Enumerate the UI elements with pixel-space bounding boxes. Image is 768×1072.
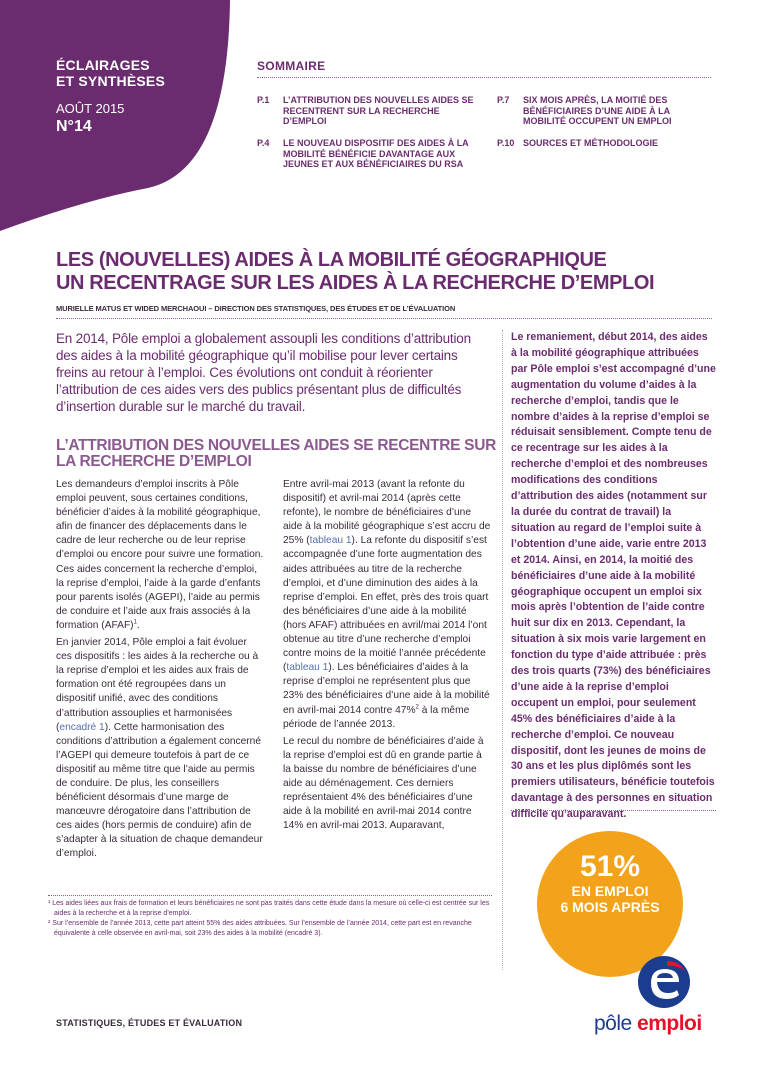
paragraph: En janvier 2014, Pôle emploi a fait évoluer ces dispositifs : les aides à la recherche ou à la reprise d’emploi et les aides aux frais de formation ont été regroupées dans un dispositif unifié, avec des conditions d’attribution assouplies et harmonisées (encadré 1). Cette harmonisation des conditions d’attribution a également concerné l’AGEPI qui demeure toutefois à part de ce dispositif au même titre que l’aide au permis de conduire. De plus, les conseillers bénéficient désormais d’une marge de manœuvre dérogatoire dans l’attribution de ces aides (hors permis de conduire) afin de s’adapter à la situation de chaque demandeur d’emploi. <box>56 637 263 860</box>
article-title-line1: LES (NOUVELLES) AIDES À LA MOBILITÉ GÉOGRAPHIQUE <box>56 249 607 271</box>
toc-label: SOURCES ET MÉTHODOLOGIE <box>523 138 659 148</box>
column-divider <box>502 330 503 970</box>
toc-page: P.1 <box>257 95 270 105</box>
toc-label: LE NOUVEAU DISPOSITIF DES AIDES À LA MOBILITÉ BÉNÉFICIE DAVANTAGE AUX JEUNES ET AUX BÉNÉFICIAIRES DU RSA <box>283 138 469 169</box>
article-authors: MURIELLE MATUS ET WIDED MERCHAOUI – DIRECTION DES STATISTIQUES, DES ÉTUDES ET DE L’ÉVALUATION <box>56 304 456 313</box>
body-column-1 <box>56 478 264 865</box>
body-column-2 <box>283 478 491 836</box>
summary-divider <box>511 810 716 811</box>
toc-page: P.7 <box>497 95 510 105</box>
pole-emploi-logo[interactable] <box>594 955 726 1045</box>
footnote: ² Sur l’ensemble de l’année 2013, cette part atteint 55% des aides attribuées. Sur l’ensemble de l’année 2014, cette part est en revanche équivalente à celle observée en avril-mai, soit 23% des aides à la mobilité (encadré 3). <box>48 920 472 937</box>
logo-wordmark <box>594 1012 702 1036</box>
logo-word-pole: pôle <box>594 1012 632 1035</box>
key-figure-label-line1: EN EMPLOI <box>571 883 649 899</box>
paragraph: Entre avril-mai 2013 (avant la refonte du dispositif) et avril-mai 2014 (après cette refonte), le nombre de bénéficiaires d’une aide à la mobilité géographique s’est accru de 25% (tableau 1). La refonte du dispositif s’est accompagnée d’une forte augmentation des aides attribuées au titre de la recherche d’emploi, et d’une diminution des aides à la reprise d’emploi. En effet, près des trois quart des bénéficiaires d’une aide à la mobilité (hors AFAF) attribuées en avril/mai 2014 l’ont obtenue au titre d’une recherche d’emploi contre moins de la moitié l’année précédente (tableau 1). Les bénéficiaires d’aides à la reprise d’emploi ne représentent plus que 23% des bénéficiaires d’une aide à la mobilité en avril-mai 2014 contre 47%$^2$ à la même période de l’année 2013. <box>283 479 491 730</box>
section-title: L’ATTRIBUTION DES NOUVELLES AIDES SE RECENTRE SUR LA RECHERCHE D’EMPLOI <box>56 437 497 470</box>
box-reference-link[interactable]: encadré 1 <box>59 721 105 733</box>
key-figure-label-line2: 6 MOIS APRÈS <box>560 899 660 915</box>
toc-label: SIX MOIS APRÈS, LA MOITIÉ DES BÉNÉFICIAIRES D’UNE AIDE À LA MOBILITÉ OCCUPENT UN EMPLOI <box>523 95 672 126</box>
toc-page: P.4 <box>257 138 270 148</box>
footnote-divider <box>48 895 492 896</box>
footnote-ref[interactable]: 2 <box>415 704 419 711</box>
article-intro: En 2014, Pôle emploi a globalement assoupli les conditions d’attribution des aides à la mobilité géographique qu’il mobilise pour lever certains freins au retour à l’emploi. Ces évolutions ont conduit à réorienter l’attribution de ces aides vers des publics présentant plus de difficultés d’insertion durable sur le marché du travail. <box>56 331 471 414</box>
toc-title: SOMMAIRE <box>257 59 326 73</box>
publication-date: AOÛT 2015 <box>56 101 125 116</box>
key-figure-value: 51% <box>579 850 641 883</box>
footnote-ref[interactable]: 1 <box>133 619 137 626</box>
title-divider <box>56 318 712 319</box>
toc-page: P.10 <box>497 138 515 148</box>
series-name-line1: ÉCLAIRAGES <box>56 57 150 73</box>
summary-text: Le remaniement, début 2014, des aides à la mobilité géographique attribuées par Pôle emploi s’est accompagné d’une augmentation du volume d’aides à la recherche d’emploi, tandis que le nombre d’aides à la reprise d’emploi se réduisait sensiblement. Compte tenu de ce recentrage sur les aides à la recherche d’emploi et des nombreuses modifications des conditions d’attribution des aides (notamment sur la durée du contrat de travail) la situation au regard de l’emploi suite à l’obtention d’une aide, varie entre 2013 et 2014. Ainsi, en 2014, la moitié des bénéficiaires d’une aide à la mobilité géographique occupent un emploi six mois après l’obtention de l’aide contre huit sur dix en 2013. Cependant, la situation à six mois varie largement en fonction du type d’aide attribuée : près des trois quarts (73%) des bénéficiaires d’une aide à la reprise d’emploi occupent un emploi, pour seulement 45% des bénéficiaires d’aide à la recherche d’emploi. Ce nouveau dispositif, dont les jeunes de moins de 30 ans et les plus diplômés sont les premiers utilisateurs, bénéficie toutefois davantage à des personnes en situation difficile qu’auparavant. <box>511 331 716 821</box>
logo-word-emploi: emploi <box>637 1012 702 1035</box>
article-title-line2: UN RECENTRAGE SUR LES AIDES À LA RECHERCHE D’EMPLOI <box>56 272 655 294</box>
series-name-line2: ET SYNTHÈSES <box>56 73 165 89</box>
toc-divider <box>257 77 711 78</box>
table-reference-link[interactable]: tableau 1 <box>286 662 329 674</box>
footer-department: STATISTIQUES, ÉTUDES ET ÉVALUATION <box>56 1018 243 1028</box>
footnote: ¹ Les aides liées aux frais de formation et leurs bénéficiaires ne sont pas traités dans cette étude dans la mesure où celle-ci est centrée sur les aides à la recherche et à la reprise d’emploi. <box>48 900 490 917</box>
article-title <box>56 249 654 295</box>
toc-label: L’ATTRIBUTION DES NOUVELLES AIDES SE RECENTRENT SUR LA RECHERCHE D’EMPLOI <box>283 95 474 126</box>
issue-number: N°14 <box>56 118 92 135</box>
footnotes <box>48 899 494 939</box>
publication-series <box>56 57 196 136</box>
paragraph: Le recul du nombre de bénéficiaires d’aide à la reprise d’emploi est dû en grande partie à la baisse du nombre de bénéficiaires d’une aide au déménagement. Ces derniers représentaient 4% des bénéficiaires d’une aide à la mobilité en avril-mai 2014 contre 14% en avril-mai 2013. Auparavant, <box>283 735 484 832</box>
table-reference-link[interactable]: tableau 1 <box>309 535 352 547</box>
pole-emploi-e-icon <box>637 955 691 1009</box>
paragraph: Les demandeurs d’emploi inscrits à Pôle emploi peuvent, sous certaines conditions, bénéficier d’aides à la mobilité géographique, afin de financer des déplacements dans le cadre de leur recherche ou de leur reprise d’emploi ou encore pour suivre une formation. Ces aides concernent la recherche d’emploi, la reprise d’emploi, l’aide à la garde d’enfants pour parents isolés (AGEPI), l’aide au permis de conduire et l’aide aux frais associés à la formation (AFAF)$^1$. <box>56 479 264 631</box>
